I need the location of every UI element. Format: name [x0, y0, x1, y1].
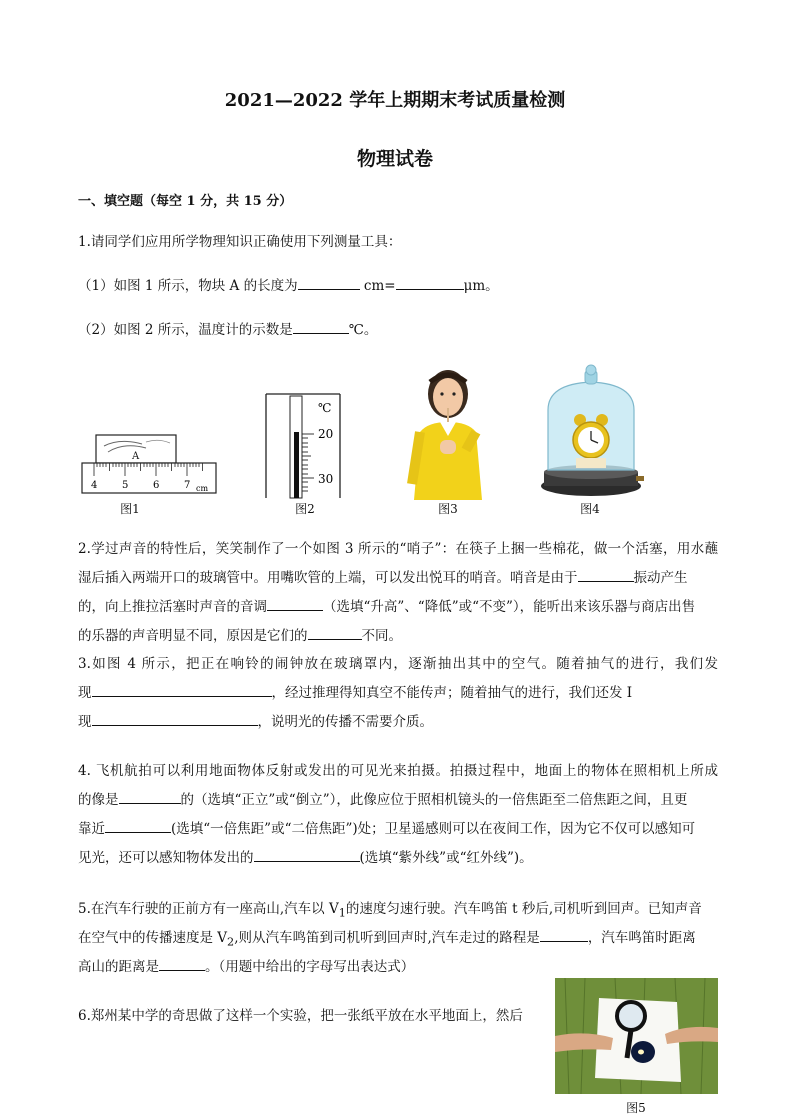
answer-blank[interactable]: [92, 711, 258, 726]
q4-text: (选填“紫外线”或“红外线”)。: [359, 850, 533, 866]
exam-title: 2021—2022 学年上期期末考试质量检测: [224, 90, 566, 111]
question-5: [78, 895, 718, 982]
q2-line: [78, 564, 718, 593]
figure-1-caption: 图1: [120, 502, 140, 516]
q2-text: 湿后插入两端开口的玻璃管中。用嘴吹管的上端，可以发出悦耳的哨音。哨音是由于: [78, 570, 578, 586]
ruler-tick-label: 5: [122, 480, 129, 491]
figure-5-caption: 图5: [626, 1101, 646, 1115]
q2-line: [78, 593, 718, 622]
q5-text: 。（用题中给出的字母写出表达式）: [205, 959, 415, 975]
section-heading: 一、填空题（每空 1 分，共 15 分）: [78, 194, 293, 209]
q2-text: 的，向上推拉活塞时声音的音调: [78, 599, 267, 615]
q3-text: 现: [78, 685, 92, 701]
answer-blank[interactable]: [578, 567, 634, 582]
answer-blank[interactable]: [396, 275, 464, 290]
question-2: [78, 535, 718, 651]
q6-line: 6.郑州某中学的奇思做了这样一个实验，把一张纸平放在水平地面上，然后: [78, 1008, 523, 1024]
ruler-tick-label: 6: [153, 480, 160, 491]
answer-blank[interactable]: [298, 275, 360, 290]
q1-part2-text: （2）如图 2 所示，温度计的示数是: [78, 322, 293, 338]
q1-stem: 1.请同学们应用所学物理知识正确使用下列测量工具：: [78, 234, 402, 250]
answer-blank[interactable]: [308, 625, 362, 640]
q5-text: ,则从汽车鸣笛到司机听到回声时,汽车走过的路程是: [234, 930, 540, 946]
q4-text: (选填“一倍焦距”或“二倍焦距”)处；卫星遥感则可以在夜间工作，因为它不仅可以感知可: [171, 821, 696, 837]
q5-text: 在空气中的传播速度是 V: [78, 930, 228, 946]
q2-text: 的乐器的声音明显不同，原因是它们的: [78, 628, 308, 644]
q2-text: 不同。: [361, 628, 402, 644]
question-3: [78, 650, 718, 737]
figure-3-girl-whistle: [404, 364, 488, 500]
answer-blank[interactable]: [267, 596, 323, 611]
q3-text: 现: [78, 714, 92, 730]
q4-line: [78, 844, 718, 873]
answer-blank[interactable]: [119, 789, 181, 804]
q1-part1-unit2: μm。: [463, 278, 499, 294]
q2-line: [78, 622, 718, 651]
ruler-tick-label: 4: [91, 480, 98, 491]
subscript: 1: [338, 906, 346, 920]
q1-part2-unit: ℃。: [348, 322, 378, 338]
q3-text: ，说明光的传播不需要介质。: [257, 714, 433, 730]
q4-line: [78, 786, 718, 815]
figure-2-caption: 图2: [295, 502, 315, 516]
q4-line: 4. 飞机航拍可以利用地面物体反射或发出的可见光来拍摄。拍摄过程中，地面上的物体在照相机上所成: [78, 763, 718, 779]
subscript: 2: [227, 935, 235, 949]
answer-blank[interactable]: [540, 927, 588, 942]
q5-text: 5.在汽车行驶的正前方有一座高山,汽车以 V: [78, 901, 339, 917]
q5-text: 的速度匀速行驶。汽车鸣笛 t 秒后,司机听到回声。已知声音: [345, 901, 702, 917]
q4-text: 靠近: [78, 821, 105, 837]
q4-text: 见光，还可以感知物体发出的: [78, 850, 254, 866]
q3-line: [78, 679, 718, 708]
q5-text: 高山的距离是: [78, 959, 159, 975]
answer-blank[interactable]: [293, 319, 349, 334]
thermometer-tick: 30: [318, 472, 334, 486]
figure-4-caption: 图4: [580, 502, 600, 516]
q4-text: 的像是: [78, 792, 119, 808]
block-label: A: [132, 451, 140, 462]
exam-subtitle: 物理试卷: [356, 148, 433, 170]
answer-blank[interactable]: [254, 847, 360, 862]
q3-line: 3.如图 4 所示，把正在响铃的闹钟放在玻璃罩内，逐渐抽出其中的空气。随着抽气的进行，我们发: [78, 656, 718, 672]
q5-line: [78, 895, 718, 924]
figure-4-bell-jar: [536, 364, 646, 500]
q5-line: [78, 924, 718, 953]
thermometer-unit: ℃: [318, 401, 332, 415]
q2-text: 振动产生: [633, 570, 688, 586]
q5-text: ，汽车鸣笛时距离: [587, 930, 696, 946]
thermometer-tick: 20: [318, 427, 334, 441]
answer-blank[interactable]: [92, 682, 272, 697]
q2-line: 2.学过声音的特性后，笑笑制作了一个如图 3 所示的“哨子”：在筷子上捆一些棉花，做一个活塞，用水蘸: [78, 541, 718, 557]
q4-text: 的（选填“正立”或“倒立”），此像应位于照相机镜头的一倍焦距至二倍焦距之间，且更: [180, 792, 688, 808]
figure-3-caption: 图3: [438, 502, 458, 516]
figure-5-magnifier-photo: [555, 978, 718, 1094]
figure-1-ruler: [80, 432, 220, 498]
answer-blank[interactable]: [159, 956, 205, 971]
answer-blank[interactable]: [105, 818, 171, 833]
question-4: [78, 757, 718, 873]
q3-line: [78, 708, 718, 737]
q1-part2: [78, 318, 377, 338]
q2-text: （选填“升高”、“降低”或“不变”），能听出来该乐器与商店出售: [323, 599, 696, 615]
q3-text: ，经过推理得知真空不能传声；随着抽气的进行，我们还发 I: [271, 685, 633, 701]
figure-2-thermometer: [262, 390, 346, 500]
ruler-unit: cm: [196, 484, 209, 493]
q1-part1: [78, 274, 499, 294]
q4-line: [78, 815, 718, 844]
q1-part1-unit: cm=: [363, 278, 396, 294]
q1-part1-text: （1）如图 1 所示，物块 A 的长度为: [78, 278, 298, 294]
ruler-tick-label: 7: [184, 480, 191, 491]
